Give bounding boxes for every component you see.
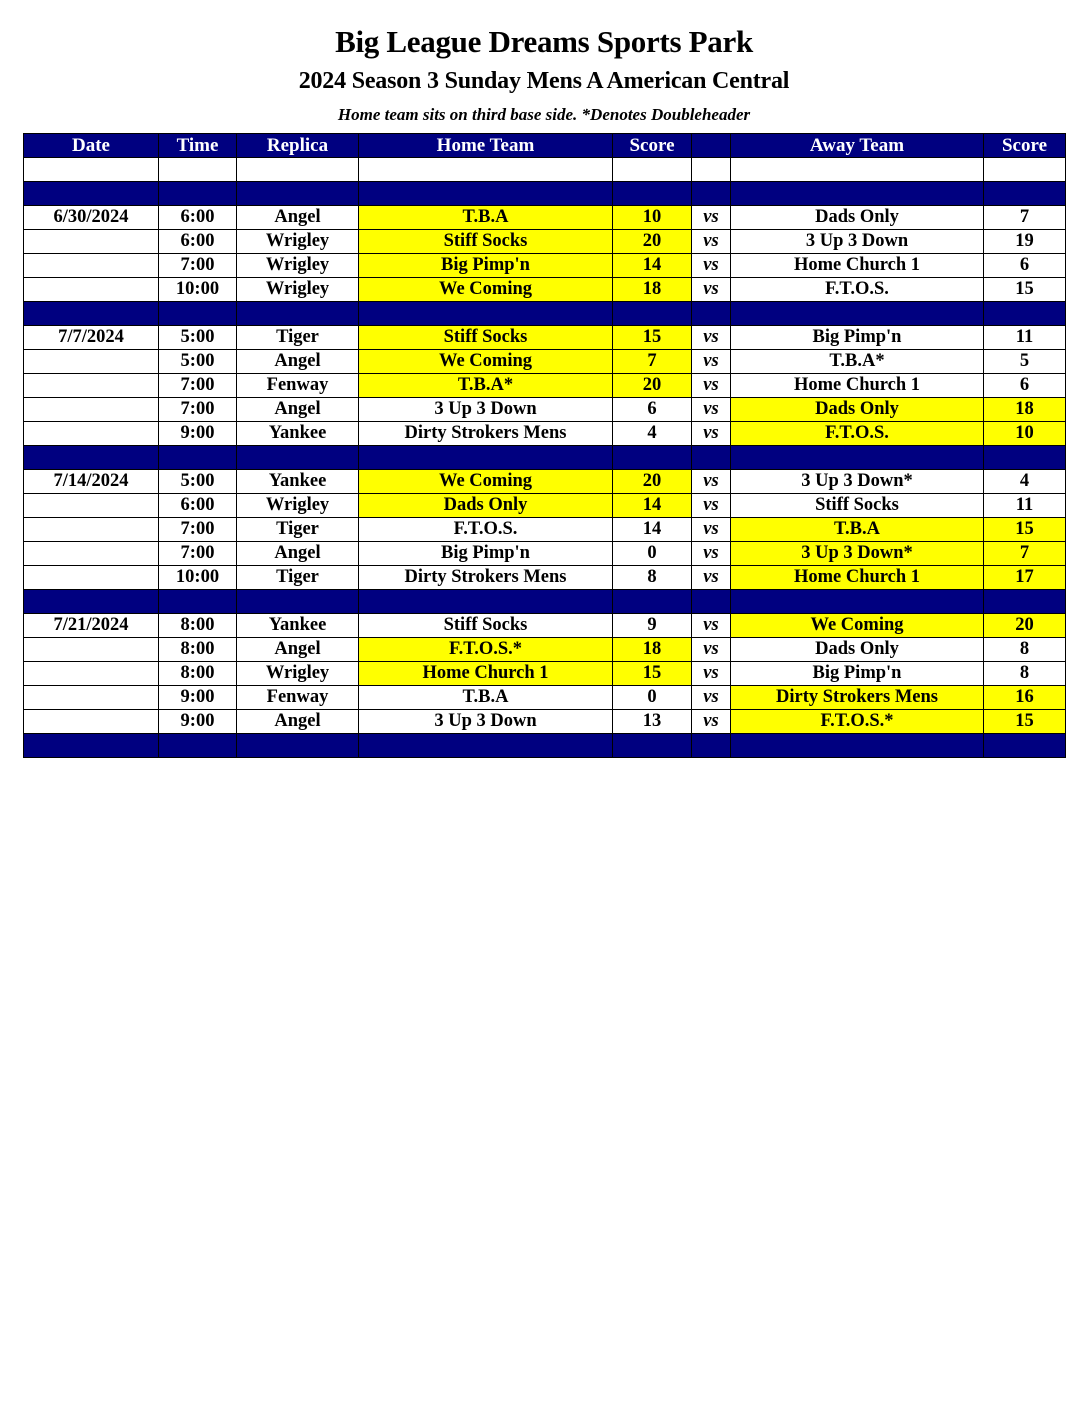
game-date	[24, 662, 159, 686]
home-score: 0	[613, 686, 692, 710]
home-team: We Coming	[359, 278, 613, 302]
game-replica-field: Tiger	[237, 326, 359, 350]
away-score: 7	[984, 206, 1066, 230]
game-time: 6:00	[159, 206, 237, 230]
home-score: 15	[613, 662, 692, 686]
away-score: 17	[984, 566, 1066, 590]
game-row	[24, 710, 1066, 734]
week-separator-row	[24, 734, 1066, 758]
game-date	[24, 422, 159, 446]
schedule-body	[24, 158, 1066, 758]
game-replica-field: Yankee	[237, 422, 359, 446]
home-team: Dads Only	[359, 494, 613, 518]
home-score: 10	[613, 206, 692, 230]
game-date	[24, 566, 159, 590]
vs-label: vs	[692, 566, 731, 590]
game-time: 5:00	[159, 470, 237, 494]
game-replica-field: Wrigley	[237, 278, 359, 302]
week-separator-row	[24, 590, 1066, 614]
vs-label: vs	[692, 638, 731, 662]
away-score: 20	[984, 614, 1066, 638]
away-team: T.B.A	[731, 518, 984, 542]
game-row	[24, 326, 1066, 350]
game-time: 10:00	[159, 278, 237, 302]
game-date	[24, 686, 159, 710]
game-replica-field: Angel	[237, 350, 359, 374]
game-replica-field: Wrigley	[237, 230, 359, 254]
game-replica-field: Tiger	[237, 566, 359, 590]
game-date	[24, 230, 159, 254]
game-time: 5:00	[159, 326, 237, 350]
vs-label: vs	[692, 686, 731, 710]
game-date	[24, 494, 159, 518]
away-score: 15	[984, 710, 1066, 734]
schedule-table	[23, 133, 1066, 758]
game-row	[24, 518, 1066, 542]
game-row	[24, 494, 1066, 518]
home-team: T.B.A	[359, 686, 613, 710]
away-score: 7	[984, 542, 1066, 566]
home-score: 14	[613, 494, 692, 518]
game-time: 6:00	[159, 494, 237, 518]
away-team: We Coming	[731, 614, 984, 638]
vs-label: vs	[692, 470, 731, 494]
home-score: 20	[613, 470, 692, 494]
home-team: Stiff Socks	[359, 614, 613, 638]
away-score: 18	[984, 398, 1066, 422]
game-row	[24, 230, 1066, 254]
away-score: 11	[984, 326, 1066, 350]
home-team: F.T.O.S.	[359, 518, 613, 542]
vs-label: vs	[692, 350, 731, 374]
game-time: 9:00	[159, 710, 237, 734]
game-time: 5:00	[159, 350, 237, 374]
vs-label: vs	[692, 494, 731, 518]
home-team: Stiff Socks	[359, 230, 613, 254]
game-date: 7/21/2024	[24, 614, 159, 638]
away-team: Dads Only	[731, 638, 984, 662]
game-time: 8:00	[159, 662, 237, 686]
game-row	[24, 278, 1066, 302]
game-row	[24, 638, 1066, 662]
game-row	[24, 686, 1066, 710]
game-row	[24, 662, 1066, 686]
header-row	[24, 134, 1066, 158]
home-score: 6	[613, 398, 692, 422]
game-time: 7:00	[159, 254, 237, 278]
game-replica-field: Wrigley	[237, 254, 359, 278]
away-score: 11	[984, 494, 1066, 518]
week-separator-row	[24, 182, 1066, 206]
away-score: 6	[984, 374, 1066, 398]
away-team: T.B.A*	[731, 350, 984, 374]
away-team: F.T.O.S.	[731, 422, 984, 446]
game-time: 10:00	[159, 566, 237, 590]
home-team: 3 Up 3 Down	[359, 710, 613, 734]
game-time: 6:00	[159, 230, 237, 254]
game-time: 8:00	[159, 614, 237, 638]
game-date	[24, 350, 159, 374]
game-replica-field: Angel	[237, 398, 359, 422]
game-replica-field: Wrigley	[237, 662, 359, 686]
vs-label: vs	[692, 614, 731, 638]
away-team: Home Church 1	[731, 566, 984, 590]
home-score: 15	[613, 326, 692, 350]
game-date: 7/14/2024	[24, 470, 159, 494]
home-team: Dirty Strokers Mens	[359, 422, 613, 446]
home-score: 14	[613, 518, 692, 542]
game-replica-field: Angel	[237, 206, 359, 230]
col-header-home-score: Score	[613, 134, 692, 158]
week-separator-row	[24, 302, 1066, 326]
col-header-home-team: Home Team	[359, 134, 613, 158]
col-header-away-score: Score	[984, 134, 1066, 158]
away-team: 3 Up 3 Down	[731, 230, 984, 254]
col-header-away-team: Away Team	[731, 134, 984, 158]
home-team: Dirty Strokers Mens	[359, 566, 613, 590]
away-team: 3 Up 3 Down*	[731, 470, 984, 494]
vs-label: vs	[692, 710, 731, 734]
col-header-replica: Replica	[237, 134, 359, 158]
home-score: 13	[613, 710, 692, 734]
home-team: F.T.O.S.*	[359, 638, 613, 662]
vs-label: vs	[692, 662, 731, 686]
away-team: F.T.O.S.*	[731, 710, 984, 734]
game-date	[24, 542, 159, 566]
game-replica-field: Yankee	[237, 470, 359, 494]
home-team: T.B.A	[359, 206, 613, 230]
home-score: 20	[613, 230, 692, 254]
away-score: 5	[984, 350, 1066, 374]
game-replica-field: Yankee	[237, 614, 359, 638]
page-subtitle: 2024 Season 3 Sunday Mens A American Central	[298, 68, 790, 94]
vs-label: vs	[692, 518, 731, 542]
game-time: 7:00	[159, 398, 237, 422]
game-row	[24, 422, 1066, 446]
away-team: Stiff Socks	[731, 494, 984, 518]
home-team: Stiff Socks	[359, 326, 613, 350]
vs-label: vs	[692, 422, 731, 446]
game-date: 6/30/2024	[24, 206, 159, 230]
game-row	[24, 566, 1066, 590]
game-time: 7:00	[159, 374, 237, 398]
vs-label: vs	[692, 206, 731, 230]
page-title: Big League Dreams Sports Park	[335, 24, 753, 59]
game-date	[24, 278, 159, 302]
blank-row	[24, 158, 1066, 182]
game-replica-field: Angel	[237, 542, 359, 566]
page-note: Home team sits on third base side. *Denotes Doubleheader	[337, 105, 751, 124]
vs-label: vs	[692, 326, 731, 350]
home-team: Big Pimp'n	[359, 254, 613, 278]
away-score: 6	[984, 254, 1066, 278]
game-row	[24, 374, 1066, 398]
home-team: We Coming	[359, 470, 613, 494]
game-time: 8:00	[159, 638, 237, 662]
away-score: 19	[984, 230, 1066, 254]
col-header-vs	[692, 134, 731, 158]
home-team: Big Pimp'n	[359, 542, 613, 566]
game-replica-field: Fenway	[237, 374, 359, 398]
game-row	[24, 206, 1066, 230]
game-date	[24, 398, 159, 422]
game-time: 7:00	[159, 542, 237, 566]
game-time: 7:00	[159, 518, 237, 542]
vs-label: vs	[692, 230, 731, 254]
away-score: 15	[984, 278, 1066, 302]
game-date	[24, 710, 159, 734]
schedule-header	[24, 134, 1066, 158]
away-team: Home Church 1	[731, 374, 984, 398]
away-team: Dads Only	[731, 398, 984, 422]
game-row	[24, 398, 1066, 422]
away-score: 8	[984, 638, 1066, 662]
home-score: 4	[613, 422, 692, 446]
vs-label: vs	[692, 374, 731, 398]
game-time: 9:00	[159, 686, 237, 710]
game-row	[24, 254, 1066, 278]
home-score: 18	[613, 278, 692, 302]
week-separator-row	[24, 446, 1066, 470]
game-row	[24, 470, 1066, 494]
home-score: 7	[613, 350, 692, 374]
vs-label: vs	[692, 398, 731, 422]
home-score: 8	[613, 566, 692, 590]
game-date	[24, 254, 159, 278]
away-team: 3 Up 3 Down*	[731, 542, 984, 566]
home-team: 3 Up 3 Down	[359, 398, 613, 422]
home-score: 14	[613, 254, 692, 278]
game-replica-field: Tiger	[237, 518, 359, 542]
home-score: 20	[613, 374, 692, 398]
game-row	[24, 542, 1066, 566]
home-score: 0	[613, 542, 692, 566]
vs-label: vs	[692, 542, 731, 566]
game-row	[24, 614, 1066, 638]
away-team: Dads Only	[731, 206, 984, 230]
game-replica-field: Wrigley	[237, 494, 359, 518]
col-header-date: Date	[24, 134, 159, 158]
game-date	[24, 518, 159, 542]
away-team: Home Church 1	[731, 254, 984, 278]
away-team: Dirty Strokers Mens	[731, 686, 984, 710]
vs-label: vs	[692, 254, 731, 278]
away-score: 15	[984, 518, 1066, 542]
home-team: T.B.A*	[359, 374, 613, 398]
col-header-time: Time	[159, 134, 237, 158]
away-team: F.T.O.S.	[731, 278, 984, 302]
away-score: 4	[984, 470, 1066, 494]
away-team: Big Pimp'n	[731, 326, 984, 350]
game-date: 7/7/2024	[24, 326, 159, 350]
away-score: 10	[984, 422, 1066, 446]
home-team: Home Church 1	[359, 662, 613, 686]
game-date	[24, 374, 159, 398]
away-team: Big Pimp'n	[731, 662, 984, 686]
home-score: 9	[613, 614, 692, 638]
game-replica-field: Angel	[237, 638, 359, 662]
game-time: 9:00	[159, 422, 237, 446]
game-replica-field: Fenway	[237, 686, 359, 710]
vs-label: vs	[692, 278, 731, 302]
home-team: We Coming	[359, 350, 613, 374]
away-score: 8	[984, 662, 1066, 686]
game-replica-field: Angel	[237, 710, 359, 734]
home-score: 18	[613, 638, 692, 662]
away-score: 16	[984, 686, 1066, 710]
game-date	[24, 638, 159, 662]
game-row	[24, 350, 1066, 374]
